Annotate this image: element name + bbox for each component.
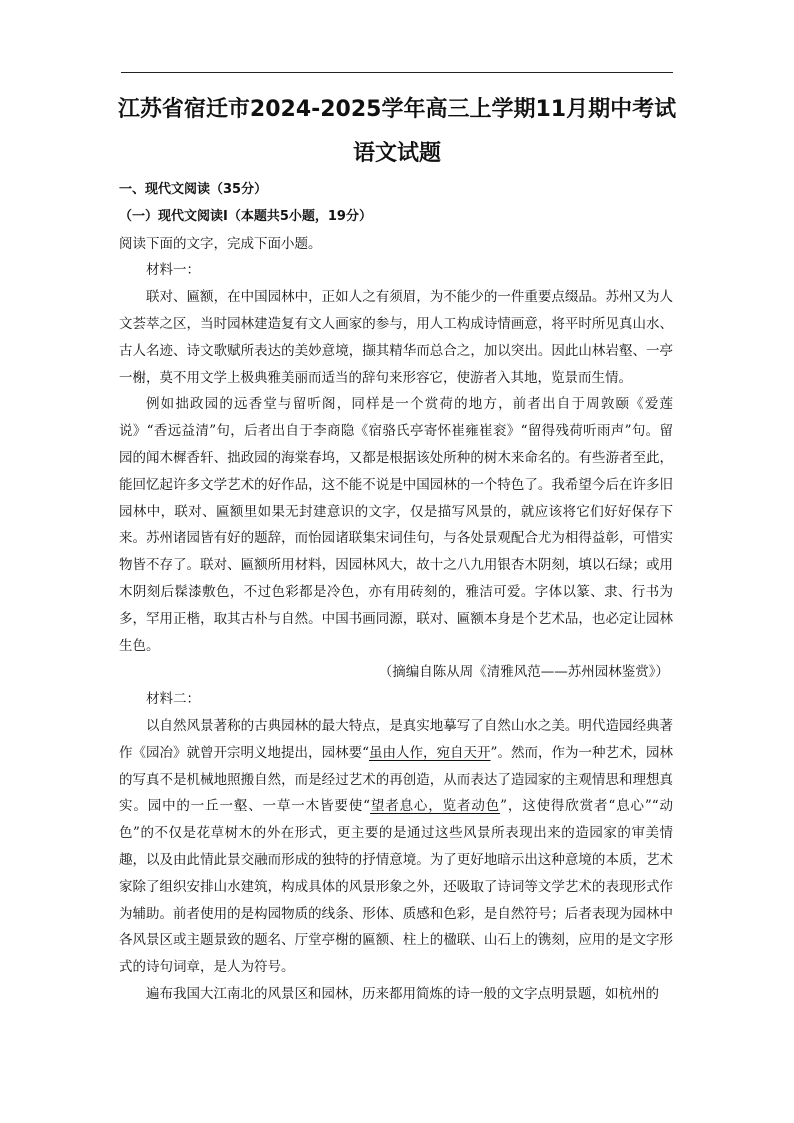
material1-paragraph: 联对、匾额，在中国园林中，正如人之有须眉，为不能少的一件重要点缀品。苏州又为人文荟萃之区，当时园林建造复有文人画家的参与，用人工构成诗情画意，将平时所见真山水、古人名迹、诗文歌赋所表达的美妙意境，撷其精华而总合之，加以突出。因此山林岩壑、一亭一榭，莫不用文学上极典雅美丽而适当的辞句来形容它，使游者入其地，览景而生情。 bbox=[119, 289, 673, 386]
section-heading: 一、现代文阅读（35分） bbox=[119, 182, 268, 197]
material2-paragraph bbox=[119, 713, 673, 981]
subject-title: 语文试题 bbox=[352, 141, 441, 166]
underlined-quote: 望者息心，览者动色 bbox=[370, 798, 501, 815]
paragraph-text: ”，这使得欣赏者“息心”“动色”的不仅是花草树木的外在形式，更主要的是通过这些风景所表现出来的造园家的审美情趣，以及由此情此景交融而形成的独特的抒情意境。为了更好地暗示出这种意境的本质，艺术家除了组织安排山水建筑，构成具体的风景形象之外，还吸取了诗词等文学艺术的表现形式作为辅助。前者使用的是构园物质的线条、形体、质感和色彩，是自然符号；后者表现为园林中各风景区或主题景致的题名、厅堂亭榭的匾额、柱上的楹联、山石上的镌刻，应用的是文字形式的诗句词章，是人为符号。 bbox=[119, 798, 674, 976]
underlined-quote: 虽由人作，宛自天开 bbox=[368, 744, 491, 761]
instruction-text: 阅读下面的文字，完成下面小题。 bbox=[119, 235, 322, 252]
material2-paragraph: 遍布我国大江南北的风景区和园林，历来都用简炼的诗一般的文字点明景题，如杭州的 bbox=[146, 985, 659, 1002]
document-body bbox=[119, 177, 673, 1008]
material1-source: （摘编自陈从周《清雅风范——苏州园林鉴赏》） bbox=[378, 664, 669, 681]
material1-label: 材料一： bbox=[146, 262, 200, 279]
material1-paragraph: 例如拙政园的远香堂与留听阁，同样是一个赏荷的地方，前者出自于周敦颐《爱莲说》“香远益清”句，后者出自于李商隐《宿骆氏亭寄怀崔雍崔衮》“留得残荷听雨声”句。留园的闻木樨香轩、拙政园的海棠春坞，又都是根据该处所种的树木来命名的。有些游者至此，能回忆起许多文学艺术的好作品，这不能不说是中国园林的一个特色了。我希望今后在许多旧园林中，联对、匾额里如果无封建意识的文字，仅是描写风景的，就应该将它们好好保存下来。苏州诸园皆有好的题辞，而怡园诸联集宋词佳句，与各处景观配合尤为相得益彰，可惜实物皆不存了。联对、匾额所用材料，因园林风大，故十之八九用银杏木阴刻，填以石绿；或用木阴刻后髹漆敷色，不过色彩都是冷色，亦有用砖刻的，雅洁可爱。字体以篆、隶、行书为多，罕用正楷，取其古朴与自然。中国书画同源，联对、匾额本身是个艺术品，也必定让园林生色。 bbox=[119, 396, 673, 654]
exam-title: 江苏省宿迁市2024-2025学年高三上学期11月期中考试 bbox=[117, 97, 677, 122]
paragraph-text: 以自然风景著称的古典园林的最大特点，是真实地摹写了自然山水之美。明代造园经典著作《园冶》就曾开宗明义地提出，园林要“ bbox=[119, 717, 673, 761]
paragraph-text: ”。然而，作为一种艺术，园林的写真不是机械地照搬自然，而是经过艺术的再创造，从而表达了造园家的主观情思和理想真实。园中的一丘一壑、一草一木皆要使“ bbox=[119, 744, 673, 815]
header-rule bbox=[121, 72, 673, 73]
subsection-heading: （一）现代文阅读Ⅰ（本题共5小题，19分） bbox=[119, 208, 372, 224]
material2-label: 材料二： bbox=[146, 691, 200, 708]
